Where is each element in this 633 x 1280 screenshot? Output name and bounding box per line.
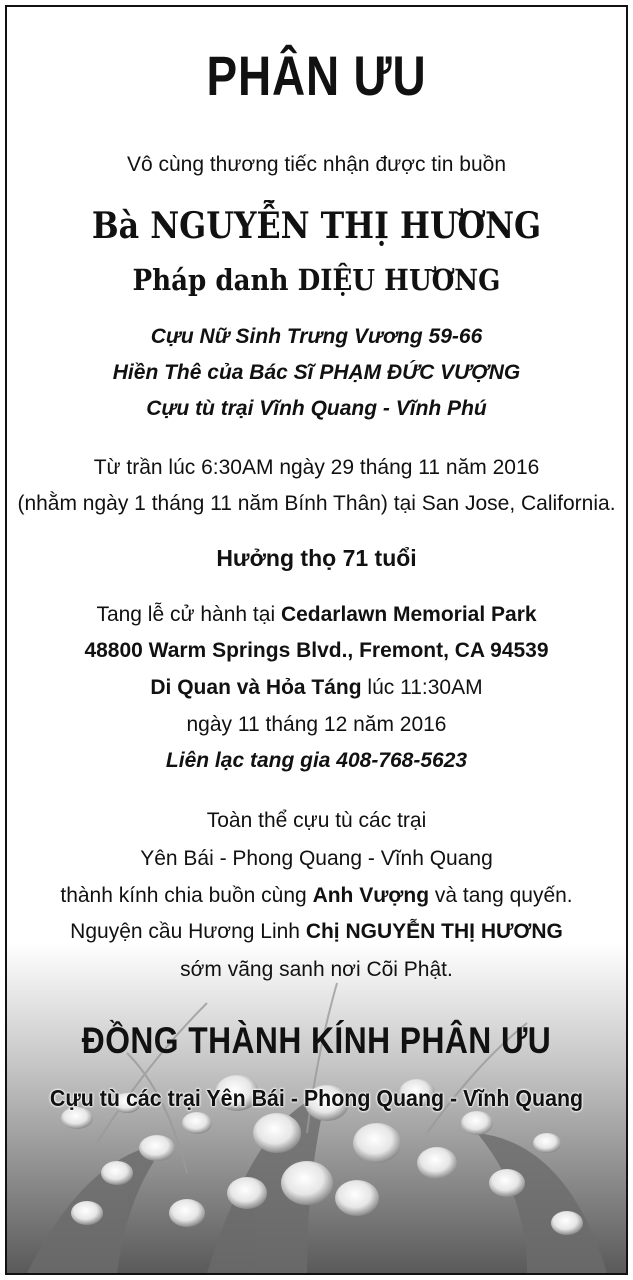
signatories: Cựu tù các trại Yên Bái - Phong Quang - Vĩnh Quang bbox=[49, 1085, 584, 1111]
condolence-line bbox=[7, 884, 626, 908]
obituary-card bbox=[5, 5, 628, 1275]
condolence-text: và tang quyến. bbox=[429, 884, 573, 907]
funeral-venue-line bbox=[7, 603, 626, 627]
dharma-name: Pháp danh DIỆU HƯƠNG bbox=[132, 263, 501, 297]
bio-line: Hiền Thê của Bác Sĩ PHẠM ĐỨC VƯỢNG bbox=[112, 361, 521, 384]
funeral-rite-line bbox=[7, 676, 626, 700]
bio-line: Cựu tù trại Vĩnh Quang - Vĩnh Phú bbox=[146, 397, 487, 420]
funeral-prefix: Tang lễ cử hành tại bbox=[96, 603, 281, 626]
deceased-name: Bà NGUYỄN THỊ HƯƠNG bbox=[91, 205, 542, 247]
page-title: PHÂN ƯU bbox=[206, 44, 427, 107]
death-date-line: Từ trần lúc 6:30AM ngày 29 tháng 11 năm 2016 bbox=[93, 456, 540, 479]
funeral-venue: Cedarlawn Memorial Park bbox=[280, 603, 537, 626]
funeral-rite: Di Quan và Hỏa Táng bbox=[150, 676, 362, 699]
condolence-text: Nguyện cầu Hương Linh bbox=[70, 920, 306, 943]
condolence-line: Yên Bái - Phong Quang - Vĩnh Quang bbox=[140, 847, 493, 870]
widower-name: Anh Vượng bbox=[312, 884, 430, 907]
funeral-date: ngày 11 tháng 12 năm 2016 bbox=[186, 713, 447, 736]
funeral-time: lúc 11:30AM bbox=[361, 676, 483, 699]
intro-text: Vô cùng thương tiếc nhận được tin buồn bbox=[126, 153, 507, 176]
lunar-date-line: (nhằm ngày 1 tháng 11 năm Bính Thân) tại San Jose, California. bbox=[17, 492, 616, 515]
funeral-address: 48800 Warm Springs Blvd., Fremont, CA 94539 bbox=[84, 639, 549, 662]
bio-line: Cựu Nữ Sinh Trưng Vương 59-66 bbox=[150, 325, 483, 348]
condolence-line bbox=[7, 920, 626, 944]
condolence-text: thành kính chia buồn cùng bbox=[60, 884, 313, 907]
family-contact: Liên lạc tang gia 408-768-5623 bbox=[165, 749, 468, 772]
deceased-name-inline: Chị NGUYỄN THỊ HƯƠNG bbox=[305, 920, 563, 943]
condolence-line: Toàn thể cựu tù các trại bbox=[206, 809, 427, 832]
closing-heading: ĐỒNG THÀNH KÍNH PHÂN ƯU bbox=[81, 1020, 552, 1061]
condolence-line: sớm vãng sanh nơi Cõi Phật. bbox=[180, 958, 453, 981]
age-text: Hưởng thọ 71 tuổi bbox=[216, 545, 417, 571]
